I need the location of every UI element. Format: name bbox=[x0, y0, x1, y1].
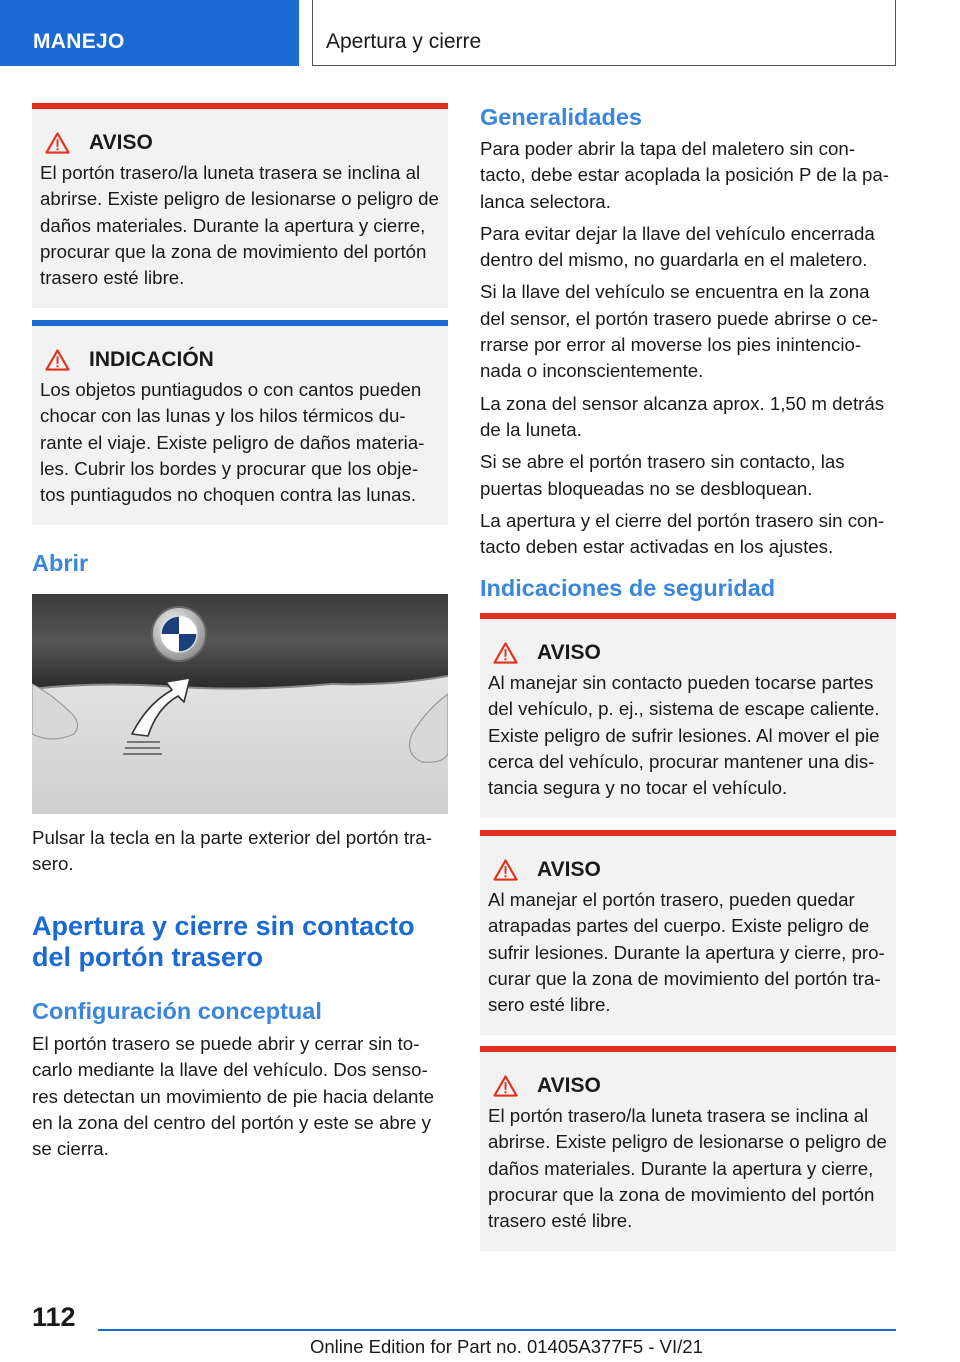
paragraph: Si se abre el portón trasero sin contacto, las puertas bloqueadas no se desbloquean. bbox=[480, 451, 845, 499]
warning-box bbox=[32, 103, 448, 308]
general-heading: Generalidades bbox=[480, 104, 642, 130]
warning-text: El portón trasero/la luneta trasera se inclina al abrirse. Existe peligro de lesionarse o peligro de daños materiales. Durante la apertura y cierre, procurar que la zona de movimiento del portón trasero esté libre. bbox=[488, 1105, 887, 1232]
concept-heading: Configuración conceptual bbox=[32, 998, 322, 1024]
warning-title: AVISO bbox=[537, 858, 601, 881]
header-section-title: MANEJO bbox=[0, 0, 299, 66]
warning-text: Al manejar sin contacto pueden tocarse partes del vehículo, p. ej., sistema de escape caliente. Existe peligro de sufrir lesiones. Al mover el pie cerca del vehículo, procurar mantener una dis-tancia segura y no tocar el vehículo. bbox=[488, 672, 880, 799]
main-heading: Apertura y cierre sin contacto del portón trasero bbox=[32, 911, 415, 972]
notice-box bbox=[32, 320, 448, 525]
warning-text: Al manejar el portón trasero, pueden quedar atrapadas partes del cuerpo. Existe peligro de sufrir lesiones. Durante la apertura y cierre, pro-curar que la zona de movimiento del portón tra-sero esté libre. bbox=[488, 889, 885, 1016]
paragraph: Para poder abrir la tapa del maletero sin con-tacto, debe estar acoplada la posición P de la pa-lanca selectora. bbox=[480, 138, 889, 212]
tailgate-button-photo bbox=[32, 594, 448, 814]
footer-edition: Online Edition for Part no. 01405A377F5 - VI/21 bbox=[310, 1336, 703, 1357]
warning-text: El portón trasero/la luneta trasera se inclina al abrirse. Existe peligro de lesionarse o peligro de daños materiales. Durante la apertura y cierre, procurar que la zona de movimiento del portón trasero esté libre. bbox=[40, 162, 439, 289]
page-number: 112 bbox=[32, 1302, 76, 1332]
paragraph: La zona del sensor alcanza aprox. 1,50 m detrás de la luneta. bbox=[480, 392, 885, 440]
paragraph: Para evitar dejar la llave del vehículo encerrada dentro del mismo, no guardarla en el maletero. bbox=[480, 222, 875, 271]
warning-title: AVISO bbox=[537, 1074, 601, 1097]
notice-text: Los objetos puntiagudos o con cantos pueden chocar con las lunas y los hilos térmicos du-rante el viaje. Existe peligro de daños materia-les. Cubrir los bordes y procurar que los obje-tos puntiagudos no choquen contra las lunas. bbox=[40, 379, 425, 506]
paragraph: La apertura y el cierre del portón trasero sin con-tacto deben estar activadas en los ajustes. bbox=[480, 509, 885, 558]
header-chapter-title: Apertura y cierre bbox=[312, 0, 896, 66]
warning-title: AVISO bbox=[89, 131, 153, 154]
footer-divider bbox=[98, 1329, 896, 1331]
warning-triangle-icon bbox=[493, 859, 518, 881]
warning-box bbox=[480, 613, 896, 818]
abrir-heading: Abrir bbox=[32, 550, 89, 576]
warning-title: AVISO bbox=[537, 641, 601, 664]
general-paragraphs bbox=[480, 136, 896, 560]
paragraph: Si la llave del vehículo se encuentra en la zona del sensor, el portón trasero puede abrirse o ce-rrarse por error al moverse los pies inintencio-nada o inconscientemente. bbox=[480, 281, 878, 382]
warning-triangle-icon bbox=[493, 642, 518, 664]
concept-text: El portón trasero se puede abrir y cerrar sin to-carlo mediante la llave del vehículo. Dos senso-res detectan un movimiento de pie hacia delante en la zona del centro del portón y este se abre y se cierra. bbox=[32, 1033, 435, 1160]
warning-triangle-icon bbox=[493, 1075, 518, 1097]
safety-heading: Indicaciones de seguridad bbox=[480, 575, 776, 601]
warning-box bbox=[480, 1046, 896, 1251]
notice-triangle-icon bbox=[45, 349, 70, 371]
notice-title: INDICACIÓN bbox=[89, 348, 214, 371]
warning-box bbox=[480, 830, 896, 1035]
warning-triangle-icon bbox=[45, 132, 70, 154]
abrir-caption: Pulsar la tecla en la parte exterior del portón tra-sero. bbox=[32, 827, 432, 875]
